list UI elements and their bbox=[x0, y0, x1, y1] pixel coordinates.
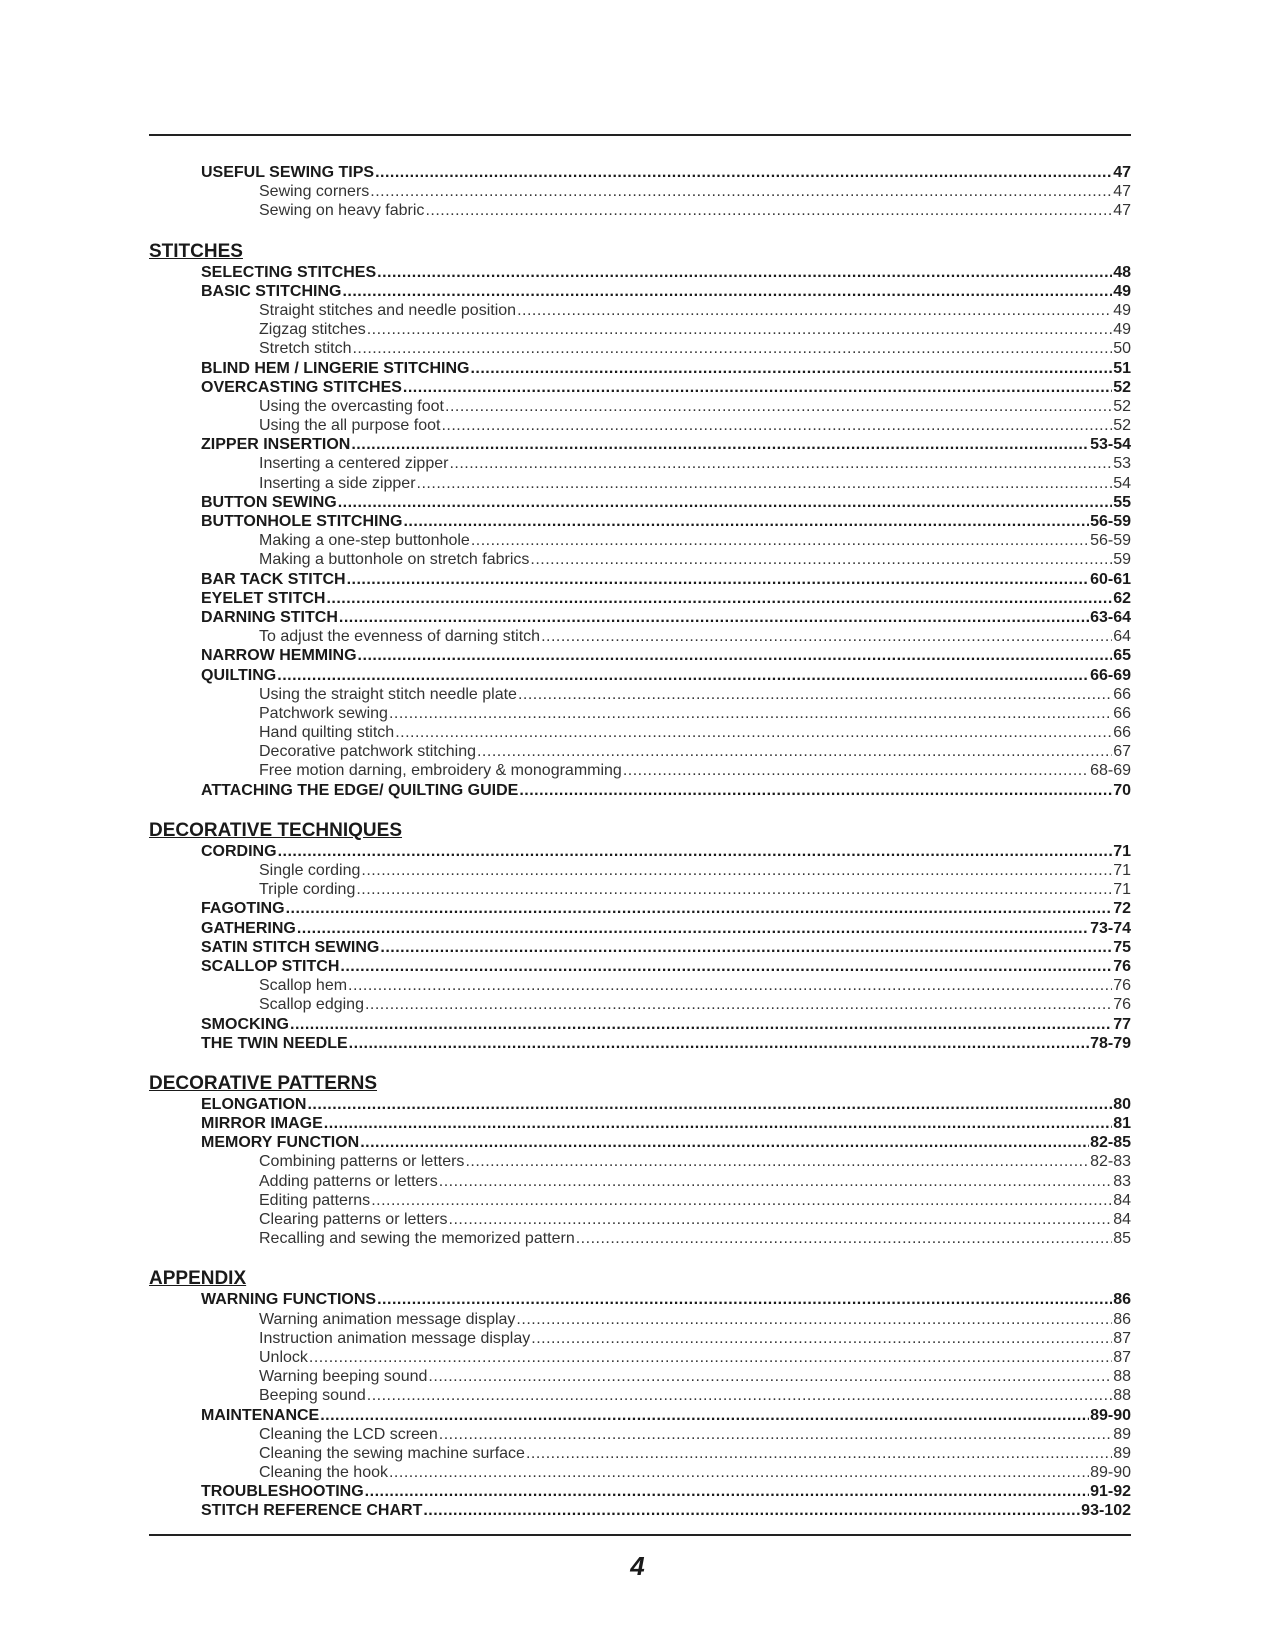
toc-entry bbox=[149, 919, 1131, 938]
entry-page: 88 bbox=[1113, 1368, 1131, 1386]
entry-label: Hand quilting stitch bbox=[259, 724, 395, 742]
dot-leader bbox=[340, 957, 1112, 976]
entry-label: Making a one-step buttonhole bbox=[259, 532, 470, 550]
dot-leader bbox=[361, 861, 1112, 880]
dot-leader bbox=[370, 182, 1112, 201]
toc-subentry bbox=[149, 531, 1131, 550]
entry-label: GATHERING bbox=[201, 919, 296, 937]
entry-label: SELECTING STITCHES bbox=[201, 263, 377, 281]
entry-page: 48 bbox=[1113, 263, 1131, 281]
entry-page: 55 bbox=[1113, 493, 1131, 511]
dot-leader bbox=[348, 976, 1112, 995]
toc-entry bbox=[149, 1133, 1131, 1152]
entry-page: 49 bbox=[1113, 321, 1131, 339]
toc-subentry bbox=[149, 976, 1131, 995]
dot-leader bbox=[365, 1482, 1089, 1501]
toc-entry bbox=[149, 263, 1131, 282]
toc-entry bbox=[149, 608, 1131, 627]
entry-page: 67 bbox=[1113, 743, 1131, 761]
toc-entry bbox=[149, 359, 1131, 378]
dot-leader bbox=[360, 1133, 1089, 1152]
entry-label: MIRROR IMAGE bbox=[201, 1115, 323, 1133]
toc-entry bbox=[149, 646, 1131, 665]
bottom-rule bbox=[149, 1534, 1131, 1536]
toc-section bbox=[149, 1073, 1131, 1249]
dot-leader bbox=[477, 742, 1112, 761]
dot-leader bbox=[371, 1191, 1112, 1210]
entry-page: 65 bbox=[1113, 647, 1131, 665]
toc-subentry bbox=[149, 742, 1131, 761]
dot-leader bbox=[342, 282, 1112, 301]
entry-label: Single cording bbox=[259, 862, 361, 879]
toc-entry bbox=[149, 589, 1131, 608]
entry-label: SATIN STITCH SEWING bbox=[201, 938, 380, 956]
entry-label: Recalling and sewing the memorized pattern bbox=[259, 1230, 575, 1248]
toc-subentry bbox=[149, 1172, 1131, 1191]
entry-page: 83 bbox=[1113, 1172, 1131, 1190]
entry-label: STITCH REFERENCE CHART bbox=[201, 1502, 423, 1520]
entry-page: 76 bbox=[1113, 977, 1131, 995]
entry-page: 49 bbox=[1113, 301, 1131, 319]
dot-leader bbox=[367, 320, 1112, 339]
toc-subentry bbox=[149, 474, 1131, 493]
dot-leader bbox=[389, 1463, 1089, 1482]
entry-label: BAR TACK STITCH bbox=[201, 570, 346, 588]
entry-label: Patchwork sewing bbox=[259, 704, 388, 722]
toc-entry bbox=[149, 938, 1131, 957]
dot-leader bbox=[377, 1290, 1112, 1309]
entry-label: Warning beeping sound bbox=[259, 1368, 428, 1386]
entry-label: NARROW HEMMING bbox=[201, 647, 357, 665]
toc-entry bbox=[149, 899, 1131, 918]
entry-page: 86 bbox=[1113, 1291, 1131, 1309]
toc-subentry bbox=[149, 761, 1131, 780]
toc-subentry bbox=[149, 1348, 1131, 1367]
entry-page: 64 bbox=[1113, 628, 1131, 646]
dot-leader bbox=[375, 163, 1112, 182]
dot-leader bbox=[347, 570, 1090, 589]
toc-subentry bbox=[149, 1191, 1131, 1210]
entry-page: 71 bbox=[1113, 881, 1131, 899]
entry-label: ATTACHING THE EDGE/ QUILTING GUIDE bbox=[201, 781, 519, 799]
dot-leader bbox=[349, 1034, 1089, 1053]
entry-label: ZIPPER INSERTION bbox=[201, 436, 351, 454]
toc-entry bbox=[149, 1501, 1131, 1520]
dot-leader bbox=[531, 1329, 1112, 1348]
dot-leader bbox=[307, 1095, 1112, 1114]
dot-leader bbox=[576, 1229, 1112, 1248]
dot-leader bbox=[389, 704, 1112, 723]
dot-leader bbox=[530, 550, 1112, 569]
entry-page: 47 bbox=[1113, 183, 1131, 201]
toc-entry bbox=[149, 1114, 1131, 1133]
entry-page: 85 bbox=[1113, 1230, 1131, 1248]
entry-label: Stretch stitch bbox=[259, 340, 352, 358]
entry-page: 84 bbox=[1113, 1191, 1131, 1209]
toc-entry bbox=[149, 512, 1131, 531]
toc-section bbox=[149, 163, 1131, 221]
entry-label: QUILTING bbox=[201, 666, 277, 684]
entry-page: 82-85 bbox=[1090, 1134, 1131, 1152]
entry-page: 76 bbox=[1113, 957, 1131, 975]
entry-label: Inserting a centered zipper bbox=[259, 455, 449, 473]
dot-leader bbox=[449, 1210, 1113, 1229]
entry-label: Beeping sound bbox=[259, 1387, 366, 1405]
entry-label: Cleaning the sewing machine surface bbox=[259, 1444, 525, 1462]
toc-section bbox=[149, 241, 1131, 800]
entry-label: USEFUL SEWING TIPS bbox=[201, 164, 375, 181]
entry-label: ELONGATION bbox=[201, 1095, 307, 1113]
entry-label: FAGOTING bbox=[201, 900, 285, 918]
toc-entry bbox=[149, 493, 1131, 512]
entry-label: Cleaning the LCD screen bbox=[259, 1425, 438, 1443]
toc-section bbox=[149, 1268, 1131, 1520]
toc-subentry bbox=[149, 1210, 1131, 1229]
toc-entry bbox=[149, 781, 1131, 800]
dot-leader bbox=[441, 416, 1112, 435]
dot-leader bbox=[439, 1425, 1112, 1444]
dot-leader bbox=[403, 378, 1112, 397]
entry-label: SMOCKING bbox=[201, 1015, 289, 1033]
toc-entry bbox=[149, 842, 1131, 861]
dot-leader bbox=[320, 1406, 1089, 1425]
dot-leader bbox=[380, 938, 1112, 957]
entry-page: 51 bbox=[1113, 359, 1131, 377]
dot-leader bbox=[518, 685, 1112, 704]
dot-leader bbox=[470, 359, 1112, 378]
entry-label: Sewing on heavy fabric bbox=[259, 202, 425, 220]
dot-leader bbox=[356, 880, 1112, 899]
entry-label: Combining patterns or letters bbox=[259, 1153, 465, 1171]
entry-page: 76 bbox=[1113, 996, 1131, 1014]
entry-label: MEMORY FUNCTION bbox=[201, 1134, 360, 1152]
entry-label: Instruction animation message display bbox=[259, 1329, 531, 1347]
entry-page: 82-83 bbox=[1090, 1153, 1131, 1171]
entry-page: 56-59 bbox=[1090, 513, 1131, 530]
entry-label: BUTTON SEWING bbox=[201, 493, 337, 511]
entry-page: 52 bbox=[1113, 417, 1131, 435]
page-number: 4 bbox=[630, 1551, 645, 1581]
entry-label: Editing patterns bbox=[259, 1191, 371, 1209]
dot-leader bbox=[365, 995, 1112, 1014]
entry-label: Making a buttonhole on stretch fabrics bbox=[259, 551, 530, 569]
entry-label: Adding patterns or letters bbox=[259, 1172, 438, 1190]
toc-entry bbox=[149, 1482, 1131, 1501]
entry-page: 71 bbox=[1113, 842, 1131, 860]
entry-page: 86 bbox=[1113, 1310, 1131, 1328]
entry-page: 84 bbox=[1113, 1211, 1131, 1228]
dot-leader bbox=[526, 1444, 1112, 1463]
entry-page: 66 bbox=[1113, 704, 1131, 722]
dot-leader bbox=[339, 608, 1089, 627]
entry-page: 93-102 bbox=[1081, 1502, 1131, 1520]
entry-label: OVERCASTING STITCHES bbox=[201, 378, 402, 396]
dot-leader bbox=[278, 842, 1113, 861]
toc-subentry bbox=[149, 1310, 1131, 1329]
entry-page: 72 bbox=[1113, 900, 1131, 918]
toc-subentry bbox=[149, 320, 1131, 339]
entry-label: Using the all purpose foot bbox=[259, 417, 441, 435]
entry-page: 66-69 bbox=[1090, 666, 1131, 684]
toc-entry bbox=[149, 1290, 1131, 1309]
section-title: STITCHES bbox=[149, 240, 243, 262]
toc-subentry bbox=[149, 1444, 1131, 1463]
entry-label: Free motion darning, embroidery & monogramming bbox=[259, 762, 622, 780]
toc-entry bbox=[149, 1095, 1131, 1114]
toc-subentry bbox=[149, 182, 1131, 201]
dot-leader bbox=[326, 589, 1112, 608]
entry-label: Inserting a side zipper bbox=[259, 474, 416, 492]
entry-page: 70 bbox=[1113, 781, 1131, 799]
entry-page: 47 bbox=[1113, 202, 1131, 220]
entry-label: Zigzag stitches bbox=[259, 321, 366, 339]
toc-subentry bbox=[149, 1229, 1131, 1248]
toc-subentry bbox=[149, 1463, 1131, 1482]
table-of-contents bbox=[149, 163, 1131, 1521]
dot-leader bbox=[471, 531, 1089, 550]
dot-leader bbox=[449, 454, 1112, 473]
toc-subentry bbox=[149, 339, 1131, 358]
entry-label: THE TWIN NEEDLE bbox=[201, 1034, 348, 1052]
toc-section bbox=[149, 820, 1131, 1053]
entry-page: 47 bbox=[1113, 164, 1131, 181]
dot-leader bbox=[465, 1152, 1089, 1171]
entry-page: 78-79 bbox=[1090, 1034, 1131, 1052]
entry-page: 87 bbox=[1113, 1329, 1131, 1347]
dot-leader bbox=[377, 263, 1112, 282]
entry-page: 80 bbox=[1113, 1095, 1131, 1113]
entry-page: 66 bbox=[1113, 685, 1131, 703]
toc-entry bbox=[149, 163, 1131, 182]
dot-leader bbox=[417, 474, 1113, 493]
entry-label: Warning animation message display bbox=[259, 1310, 516, 1328]
toc-entry bbox=[149, 570, 1131, 589]
dot-leader bbox=[445, 397, 1112, 416]
toc-subentry bbox=[149, 685, 1131, 704]
entry-page: 77 bbox=[1113, 1015, 1131, 1033]
dot-leader bbox=[517, 301, 1112, 320]
toc-subentry bbox=[149, 723, 1131, 742]
entry-label: Cleaning the hook bbox=[259, 1464, 388, 1482]
dot-leader bbox=[286, 899, 1113, 918]
entry-page: 89-90 bbox=[1090, 1406, 1131, 1424]
entry-label: TROUBLESHOOTING bbox=[201, 1483, 364, 1501]
entry-page: 87 bbox=[1113, 1348, 1131, 1366]
top-rule bbox=[149, 134, 1131, 136]
toc-entry bbox=[149, 1015, 1131, 1034]
entry-page: 89 bbox=[1113, 1425, 1131, 1443]
dot-leader bbox=[290, 1015, 1112, 1034]
toc-subentry bbox=[149, 880, 1131, 899]
entry-page: 89 bbox=[1113, 1444, 1131, 1462]
toc-entry bbox=[149, 282, 1131, 301]
entry-label: BASIC STITCHING bbox=[201, 282, 342, 300]
dot-leader bbox=[277, 666, 1089, 685]
toc-subentry bbox=[149, 550, 1131, 569]
toc-entry bbox=[149, 957, 1131, 976]
toc-subentry bbox=[149, 861, 1131, 880]
toc-subentry bbox=[149, 1425, 1131, 1444]
entry-page: 71 bbox=[1113, 862, 1131, 879]
dot-leader bbox=[403, 512, 1089, 531]
toc-subentry bbox=[149, 627, 1131, 646]
toc-subentry bbox=[149, 416, 1131, 435]
entry-page: 88 bbox=[1113, 1387, 1131, 1405]
toc-subentry bbox=[149, 454, 1131, 473]
dot-leader bbox=[367, 1386, 1112, 1405]
entry-label: MAINTENANCE bbox=[201, 1406, 320, 1424]
entry-page: 54 bbox=[1113, 474, 1131, 492]
entry-label: Scallop hem bbox=[259, 977, 348, 995]
entry-label: BUTTONHOLE STITCHING bbox=[201, 513, 403, 530]
entry-label: EYELET STITCH bbox=[201, 589, 326, 607]
entry-label: Scallop edging bbox=[259, 996, 364, 1014]
entry-label: CORDING bbox=[201, 842, 277, 860]
toc-entry bbox=[149, 435, 1131, 454]
toc-subentry bbox=[149, 704, 1131, 723]
entry-label: Clearing patterns or letters bbox=[259, 1211, 448, 1228]
toc-subentry bbox=[149, 201, 1131, 220]
dot-leader bbox=[541, 627, 1112, 646]
entry-label: SCALLOP STITCH bbox=[201, 957, 340, 975]
entry-label: DARNING STITCH bbox=[201, 608, 338, 626]
entry-page: 56-59 bbox=[1090, 532, 1131, 550]
entry-page: 91-92 bbox=[1090, 1483, 1131, 1501]
entry-page: 62 bbox=[1113, 589, 1131, 607]
entry-label: Sewing corners bbox=[259, 183, 370, 201]
entry-label: Unlock bbox=[259, 1348, 308, 1366]
entry-page: 49 bbox=[1113, 282, 1131, 300]
dot-leader bbox=[519, 781, 1112, 800]
toc-entry bbox=[149, 666, 1131, 685]
dot-leader bbox=[425, 201, 1112, 220]
entry-page: 89-90 bbox=[1090, 1464, 1131, 1482]
toc-subentry bbox=[149, 301, 1131, 320]
entry-label: Using the overcasting foot bbox=[259, 397, 444, 415]
entry-page: 75 bbox=[1113, 938, 1131, 956]
dot-leader bbox=[358, 646, 1113, 665]
section-title: DECORATIVE PATTERNS bbox=[149, 1072, 378, 1094]
dot-leader bbox=[516, 1310, 1112, 1329]
entry-page: 52 bbox=[1113, 397, 1131, 415]
entry-label: BLIND HEM / LINGERIE STITCHING bbox=[201, 359, 470, 377]
entry-page: 60-61 bbox=[1090, 570, 1131, 588]
section-title: DECORATIVE TECHNIQUES bbox=[149, 819, 403, 841]
toc-subentry bbox=[149, 1386, 1131, 1405]
dot-leader bbox=[395, 723, 1112, 742]
dot-leader bbox=[297, 919, 1089, 938]
dot-leader bbox=[324, 1114, 1112, 1133]
dot-leader bbox=[309, 1348, 1112, 1367]
entry-label: Using the straight stitch needle plate bbox=[259, 685, 517, 703]
dot-leader bbox=[428, 1367, 1112, 1386]
entry-label: To adjust the evenness of darning stitch bbox=[259, 628, 541, 646]
dot-leader bbox=[623, 761, 1089, 780]
section-title: APPENDIX bbox=[149, 1268, 247, 1290]
entry-page: 68-69 bbox=[1090, 762, 1131, 780]
toc-entry bbox=[149, 1406, 1131, 1425]
entry-label: Decorative patchwork stitching bbox=[259, 743, 476, 761]
toc-entry bbox=[149, 1034, 1131, 1053]
dot-leader bbox=[352, 339, 1112, 358]
toc-subentry bbox=[149, 1367, 1131, 1386]
toc-entry bbox=[149, 378, 1131, 397]
dot-leader bbox=[423, 1501, 1080, 1520]
toc-subentry bbox=[149, 1329, 1131, 1348]
toc-subentry bbox=[149, 1152, 1131, 1171]
entry-label: Straight stitches and needle position bbox=[259, 301, 517, 319]
dot-leader bbox=[439, 1172, 1112, 1191]
entry-page: 81 bbox=[1113, 1115, 1131, 1133]
entry-page: 73-74 bbox=[1090, 919, 1131, 937]
entry-label: Triple cording bbox=[259, 881, 356, 899]
dot-leader bbox=[338, 493, 1113, 512]
dot-leader bbox=[351, 435, 1089, 454]
entry-page: 66 bbox=[1113, 724, 1131, 742]
toc-subentry bbox=[149, 995, 1131, 1014]
entry-page: 53 bbox=[1113, 455, 1131, 473]
entry-page: 53-54 bbox=[1090, 436, 1131, 454]
entry-page: 63-64 bbox=[1090, 608, 1131, 626]
entry-page: 50 bbox=[1113, 340, 1131, 358]
entry-page: 52 bbox=[1113, 378, 1131, 396]
entry-label: WARNING FUNCTIONS bbox=[201, 1291, 377, 1309]
toc-subentry bbox=[149, 397, 1131, 416]
entry-page: 59 bbox=[1113, 551, 1131, 569]
